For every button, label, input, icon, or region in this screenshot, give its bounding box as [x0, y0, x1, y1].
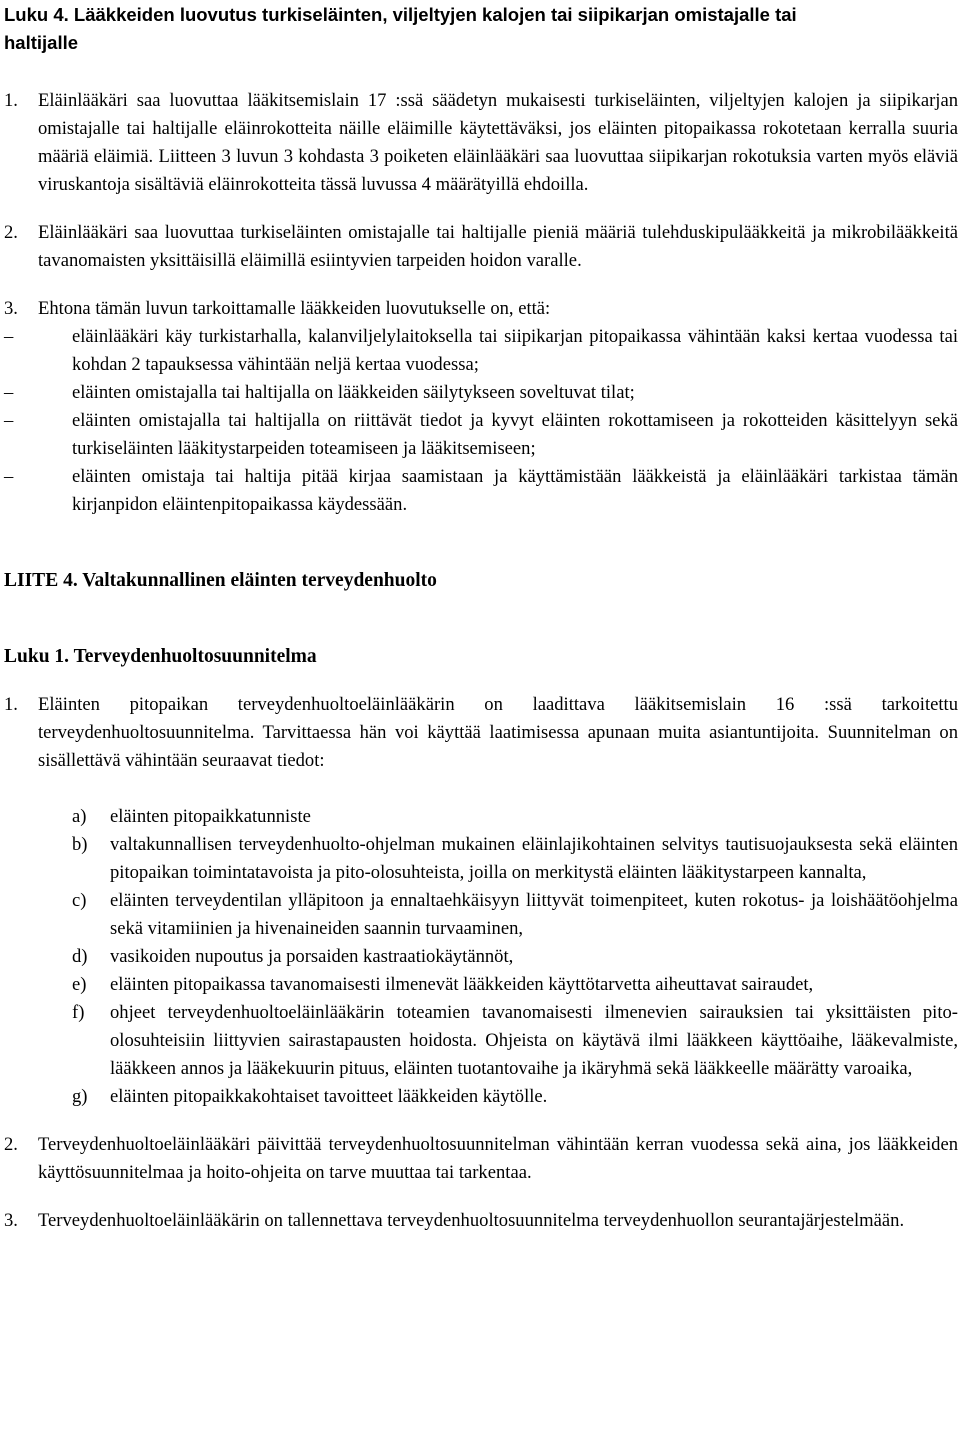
list-item-text: eläinlääkäri käy turkistarhalla, kalanviljelylaitoksella tai siipikarjan pitopaikassa vähintään kaksi kertaa vuodessa tai kohdan 2 tapauksessa vähintään neljä kertaa vuodessa; [72, 326, 958, 375]
annex-4-paragraph-1 [4, 691, 958, 775]
list-item [4, 1083, 958, 1111]
dash-bullet: – [4, 382, 14, 403]
paragraph-text: Eläinten pitopaikan terveydenhuoltoeläinlääkärin on laadittava lääkitsemislain 16 :ssä tarkoitettu terveydenhuoltosuunnitelma. Tarvittaessa hän voi käyttää laatimisessa apunaan muita asiantuntijoita. Suunnitelman on sisällettävä vähintään seuraavat tiedot: [38, 694, 958, 771]
dash-bullet: – [4, 466, 14, 487]
list-item-text: valtakunnallisen terveydenhuolto-ohjelman mukainen eläinlajikohtainen selvitys tautisuojauksesta sekä eläinten pitopaikan toimintatavoista ja pito-olosuhteista, joilla on merkitystä eläinten lääkitystarpeen kannalta, [110, 834, 958, 883]
list-item-label: a) [72, 806, 87, 827]
list-item-label: c) [72, 890, 87, 911]
paragraph-number: 1. [4, 694, 18, 715]
paragraph-number: 3. [4, 1210, 18, 1231]
list-item-label: d) [72, 946, 88, 967]
spacer [4, 775, 958, 803]
paragraph-number: 1. [4, 90, 18, 111]
spacer [4, 275, 958, 295]
plan-contents-list [4, 803, 958, 1111]
dash-bullet: – [4, 410, 14, 431]
list-item-text: eläinten pitopaikassa tavanomaisesti ilmenevät lääkkeiden käyttötarvetta aiheuttavat sairaudet, [110, 974, 814, 995]
paragraph-text: Terveydenhuoltoeläinlääkäri päivittää terveydenhuoltosuunnitelman vähintään kerran vuodessa sekä aina, jos lääkkeiden käyttösuunnitelmaa ja hoito-ohjeita on tarve muuttaa tai tarkentaa. [38, 1134, 958, 1183]
list-item [4, 971, 958, 999]
document-page [4, 0, 958, 1235]
list-item [4, 379, 958, 407]
list-item-text: vasikoiden nupoutus ja porsaiden kastraatiokäytännöt, [110, 946, 514, 967]
list-item [4, 943, 958, 971]
paragraph-number: 3. [4, 298, 18, 319]
spacer [4, 595, 958, 643]
paragraph-number: 2. [4, 222, 18, 243]
list-item-text: eläinten pitopaikkatunniste [110, 806, 311, 827]
paragraph-number: 2. [4, 1134, 18, 1155]
list-item [4, 463, 958, 519]
list-item [4, 407, 958, 463]
chapter-4-heading-line1: Luku 4. Lääkkeiden luovutus turkiseläinten, viljeltyjen kalojen tai siipikarjan omistajalle tai [4, 4, 797, 25]
list-item-text: ohjeet terveydenhuoltoeläinlääkärin toteamien tavanomaisesti ilmenevien sairauksien tai yksittäisten pito-olosuhteisiin liittyvien sairastapausten hoidosta. Ohjeista on käytävä ilmi lääkkeen käyttöaihe, lääkevalmiste, lääkkeen annos ja lääkekuurin pituus, eläinten tuotantovaihe ja ikäryhmä sekä lääkkeelle määrätty varoaika, [110, 1002, 958, 1079]
list-item-text: eläinten terveydentilan ylläpitoon ja ennaltaehkäisyyn liittyvät toimenpiteet, kuten rokotus- ja loishäätöohjelma sekä vitamiinien ja hivenaineiden saannin turvaaminen, [110, 890, 958, 939]
list-item-text: eläinten omistajalla tai haltijalla on riittävät tiedot ja kyvyt eläinten rokottamiseen ja rokotteiden käsittelyyn sekä turkiseläinten lääkitystarpeiden toteamiseen ja lääkitsemiseen; [72, 410, 958, 459]
list-item [4, 803, 958, 831]
spacer [4, 1111, 958, 1131]
chapter-4-paragraph-3 [4, 295, 958, 519]
chapter-4-heading [4, 0, 958, 57]
spacer [4, 519, 958, 567]
dash-bullet: – [4, 326, 14, 347]
chapter-4-heading-line2: haltijalle [4, 32, 79, 53]
list-item-text: eläinten omistaja tai haltija pitää kirjaa saamistaan ja käyttämistään lääkkeistä ja eläinlääkäri tarkistaa tämän kirjanpidon eläintenpitopaikassa käydessään. [72, 466, 958, 515]
list-item-label: e) [72, 974, 87, 995]
list-item [4, 999, 958, 1083]
annex-4-chapter-1-heading: Luku 1. Terveydenhuoltosuunnitelma [4, 646, 317, 667]
chapter-4-paragraph-2 [4, 219, 958, 275]
paragraph-text: Eläinlääkäri saa luovuttaa lääkitsemislain 17 :ssä säädetyn mukaisesti turkiseläinten, viljeltyjen kalojen ja siipikarjan omistajalle tai haltijalle eläinrokotteita näille eläimille käytettäväksi, jos eläinten pitopaikassa rokotetaan kerralla suuria määriä eläimiä. Liitteen 3 luvun 3 kohdasta 3 poiketen eläinlääkäri saa luovuttaa siipikarjan rokotuksia varten myös eläviä viruskantoja sisältäviä eläinrokotteita tässä luvussa 4 määrätyillä ehdoilla. [38, 90, 958, 195]
spacer [4, 671, 958, 691]
paragraph-3-intro [4, 295, 958, 323]
spacer [4, 1187, 958, 1207]
annex-4-heading: LIITE 4. Valtakunnallinen eläinten terveydenhuolto [4, 570, 437, 591]
list-item [4, 323, 958, 379]
list-item [4, 887, 958, 943]
paragraph-text: Ehtona tämän luvun tarkoittamalle lääkkeiden luovutukselle on, että: [38, 298, 551, 319]
list-item [4, 831, 958, 887]
paragraph-text: Terveydenhuoltoeläinlääkärin on tallennettava terveydenhuoltosuunnitelma terveydenhuollon seurantajärjestelmään. [38, 1210, 905, 1231]
spacer [4, 57, 958, 87]
spacer [4, 199, 958, 219]
chapter-4-paragraph-1 [4, 87, 958, 199]
list-item-text: eläinten omistajalla tai haltijalla on lääkkeiden säilytykseen soveltuvat tilat; [72, 382, 635, 403]
list-item-text: eläinten pitopaikkakohtaiset tavoitteet lääkkeiden käytölle. [110, 1086, 548, 1107]
annex-4-paragraph-3 [4, 1207, 958, 1235]
list-item-label: g) [72, 1086, 88, 1107]
list-item-label: f) [72, 1002, 85, 1023]
paragraph-text: Eläinlääkäri saa luovuttaa turkiseläinten omistajalle tai haltijalle pieniä määriä tulehduskipulääkkeitä ja mikrobilääkkeitä tavanomaisten yksittäisillä eläimillä esiintyvien tarpeiden hoidon varalle. [38, 222, 958, 271]
condition-list [4, 323, 958, 519]
list-item-label: b) [72, 834, 88, 855]
annex-4-paragraph-2 [4, 1131, 958, 1187]
